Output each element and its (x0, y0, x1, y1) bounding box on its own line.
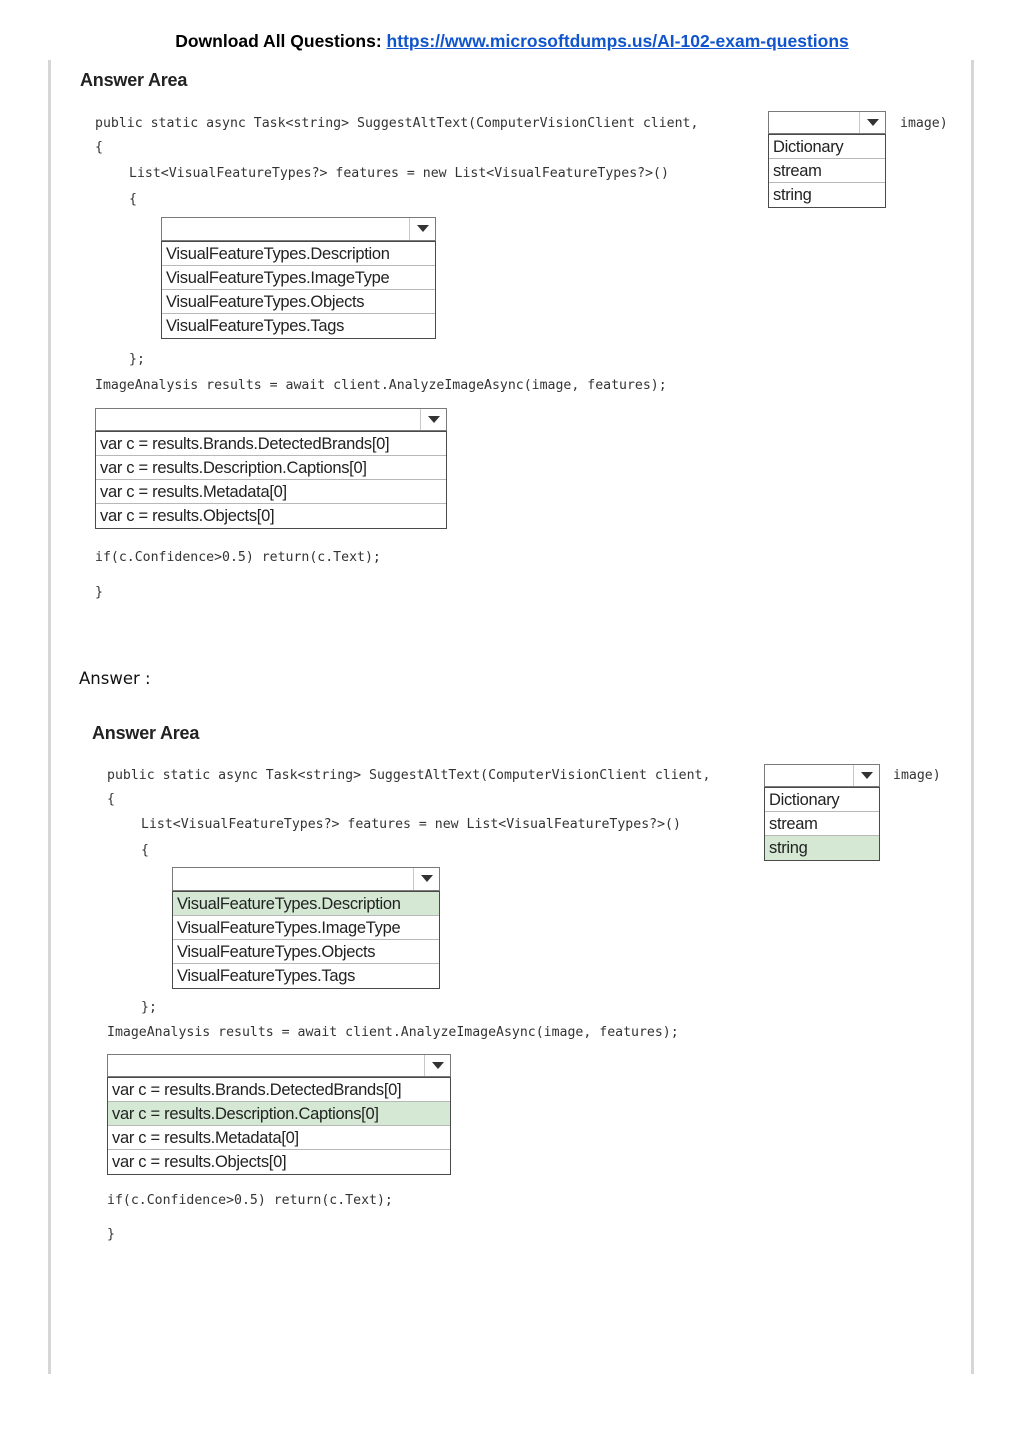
features-option-objects[interactable]: VisualFeatureTypes.Objects (173, 940, 439, 964)
code-inner-open-brace: { (141, 843, 149, 858)
code-param-suffix: image) (893, 768, 941, 783)
code-open-brace: { (95, 140, 103, 155)
type-option-dictionary[interactable]: Dictionary (769, 135, 885, 159)
header-prefix: Download All Questions: (175, 31, 382, 51)
code-inner-open-brace: { (129, 192, 137, 207)
features-dropdown[interactable] (161, 217, 436, 241)
code-signature-line: public static async Task<string> SuggestAltText(ComputerVisionClient client, (107, 768, 711, 783)
type-option-dictionary[interactable]: Dictionary (765, 788, 879, 812)
result-option-captions[interactable]: var c = results.Description.Captions[0] (96, 456, 446, 480)
download-link[interactable]: https://www.microsoftdumps.us/AI-102-exam-questions (386, 31, 849, 51)
result-option-captions-selected[interactable]: var c = results.Description.Captions[0] (108, 1102, 450, 1126)
answer-label: Answer : (79, 669, 151, 688)
chevron-down-icon (432, 1062, 444, 1069)
features-options-list (161, 241, 436, 339)
result-option-objects[interactable]: var c = results.Objects[0] (112, 1153, 287, 1171)
result-option-metadata[interactable]: var c = results.Metadata[0] (108, 1126, 450, 1150)
result-options-list (95, 431, 447, 529)
chevron-down-icon (861, 772, 873, 779)
type-option-stream[interactable]: stream (769, 159, 885, 183)
type-option-stream[interactable]: stream (765, 812, 879, 836)
features-option-imagetype[interactable]: VisualFeatureTypes.ImageType (162, 266, 435, 290)
features-dropdown[interactable] (172, 867, 440, 891)
code-close-brace: } (107, 1227, 115, 1242)
chevron-down-icon (428, 416, 440, 423)
type-dropdown[interactable] (768, 111, 886, 134)
result-option-brands[interactable]: var c = results.Brands.DetectedBrands[0] (108, 1078, 450, 1102)
features-option-imagetype[interactable]: VisualFeatureTypes.ImageType (173, 916, 439, 940)
type-option-string[interactable]: string (773, 186, 812, 204)
features-option-tags[interactable]: VisualFeatureTypes.Tags (166, 317, 345, 335)
code-if-line: if(c.Confidence>0.5) return(c.Text); (95, 550, 381, 565)
dropdown-separator (409, 218, 410, 240)
features-option-tags[interactable]: VisualFeatureTypes.Tags (177, 967, 356, 985)
dropdown-separator (420, 409, 421, 430)
download-header (0, 31, 1024, 52)
code-inner-close-brace: }; (141, 1000, 157, 1015)
code-analyze-line: ImageAnalysis results = await client.AnalyzeImageAsync(image, features); (95, 378, 667, 393)
code-param-suffix: image) (900, 116, 948, 131)
type-dropdown[interactable] (764, 764, 880, 787)
features-option-objects[interactable]: VisualFeatureTypes.Objects (162, 290, 435, 314)
type-options-list (764, 787, 880, 861)
code-features-line: List<VisualFeatureTypes?> features = new List<VisualFeatureTypes?>() (141, 817, 681, 832)
result-option-objects[interactable]: var c = results.Objects[0] (100, 507, 275, 525)
solution-area-title: Answer Area (92, 723, 200, 743)
result-dropdown[interactable] (95, 408, 447, 431)
code-open-brace: { (107, 792, 115, 807)
chevron-down-icon (421, 875, 433, 882)
result-options-list (107, 1077, 451, 1175)
dropdown-separator (853, 765, 854, 786)
result-option-metadata[interactable]: var c = results.Metadata[0] (96, 480, 446, 504)
page-frame-right (971, 60, 974, 1374)
features-options-list (172, 891, 440, 989)
code-if-line: if(c.Confidence>0.5) return(c.Text); (107, 1193, 393, 1208)
code-signature-line: public static async Task<string> SuggestAltText(ComputerVisionClient client, (95, 116, 699, 131)
dropdown-separator (413, 868, 414, 890)
code-close-brace: } (95, 585, 103, 600)
dropdown-separator (859, 112, 860, 133)
features-option-description[interactable]: VisualFeatureTypes.Description (162, 242, 435, 266)
result-option-brands[interactable]: var c = results.Brands.DetectedBrands[0] (96, 432, 446, 456)
question-area-title: Answer Area (80, 70, 188, 90)
chevron-down-icon (867, 119, 879, 126)
code-inner-close-brace: }; (129, 352, 145, 367)
type-option-string-selected[interactable]: string (765, 836, 879, 860)
code-features-line: List<VisualFeatureTypes?> features = new List<VisualFeatureTypes?>() (129, 166, 669, 181)
chevron-down-icon (417, 225, 429, 232)
type-options-list (768, 134, 886, 208)
result-dropdown[interactable] (107, 1054, 451, 1077)
features-option-description-selected[interactable]: VisualFeatureTypes.Description (173, 892, 439, 916)
dropdown-separator (424, 1055, 425, 1076)
code-analyze-line: ImageAnalysis results = await client.AnalyzeImageAsync(image, features); (107, 1025, 679, 1040)
page-frame-left (48, 60, 51, 1374)
